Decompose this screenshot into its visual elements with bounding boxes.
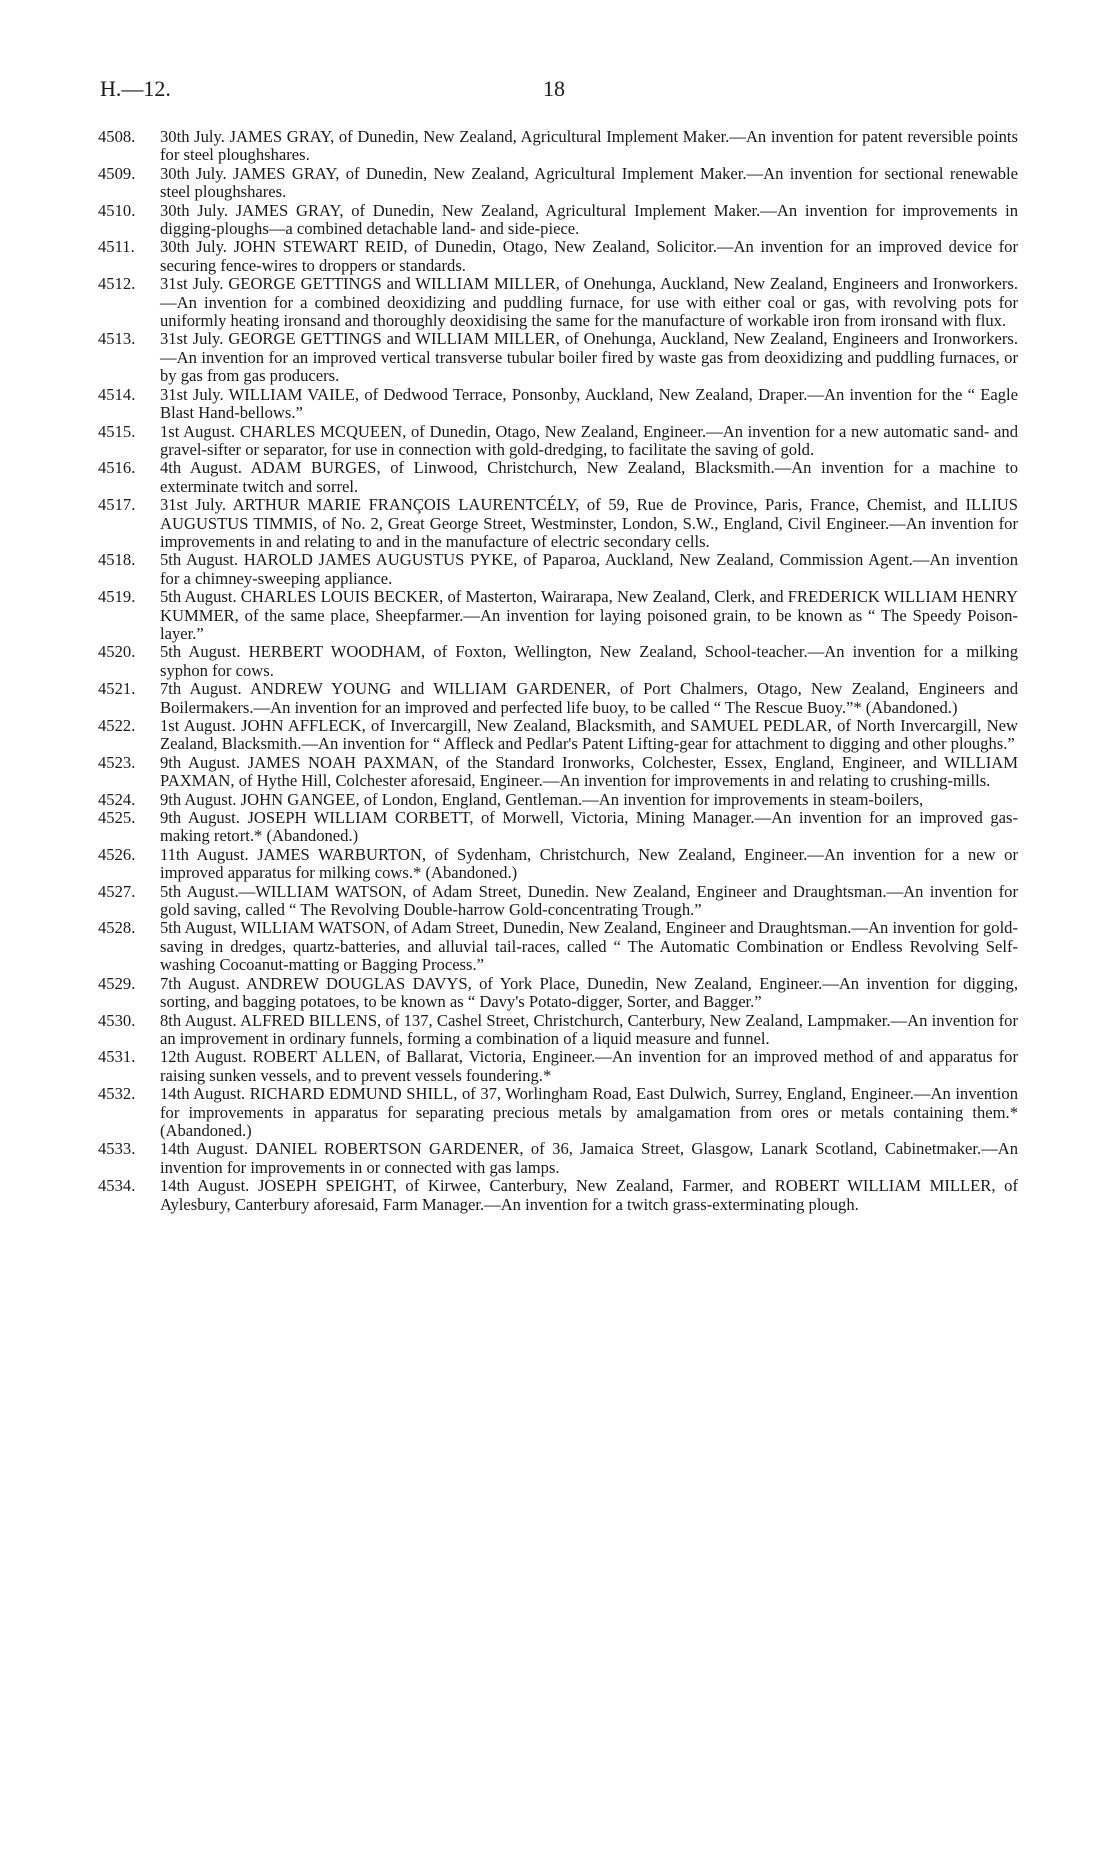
entry-number: 4528. (98, 918, 136, 938)
patent-entry (98, 386, 1018, 423)
patent-entry (98, 165, 1018, 202)
entry-text: 30th July. JAMES GRAY, of Dunedin, New Zealand, Agricultural Implement Maker.—An invention for improvements in digging-ploughs—a combined detachable land- and side-piece. (160, 200, 1018, 239)
patent-entry (98, 975, 1018, 1012)
entry-text: 8th August. ALFRED BILLENS, of 137, Cashel Street, Christchurch, Canterbury, New Zealand, Lampmaker.—An invention for an improvement in ordinary funnels, forming a combination of a liquid measure and funnel. (160, 1010, 1018, 1048)
patent-entry (98, 588, 1018, 643)
entry-text: 30th July. JOHN STEWART REID, of Dunedin, Otago, New Zealand, Solicitor.—An invention for an improved device for securing fence-wires to droppers or standards. (160, 237, 1018, 275)
page-number: 18 (543, 76, 565, 101)
entry-text: 11th August. JAMES WARBURTON, of Sydenham, Christchurch, New Zealand, Engineer.—An invention for a new or improved apparatus for milking cows.* (Abandoned.) (160, 844, 1018, 883)
patent-entry (98, 809, 1018, 846)
entry-text: 7th August. ANDREW YOUNG and WILLIAM GARDENER, of Port Chalmers, Otago, New Zealand, Engineers and Boilermakers.—An invention for an improved and perfected life buoy, to be called “ The Rescue Buoy.”* (Abandoned.) (160, 679, 1018, 717)
entry-number: 4522. (98, 716, 136, 735)
entry-number: 4508. (98, 127, 136, 146)
entry-text: 31st July. ARTHUR MARIE FRANÇOIS LAURENTCÉLY, of 59, Rue de Province, Paris, France, Chemist, and ILLIUS AUGUSTUS TIMMIS, of No. 2, Great George Street, Westminster, London, S.W., England, Civil Engineer.—An invention for improvements in and relating to and in the manufacture of electric secondary cells. (160, 495, 1018, 551)
entry-number: 4527. (98, 881, 136, 901)
entry-number: 4514. (98, 384, 136, 404)
entry-text: 14th August. RICHARD EDMUND SHILL, of 37, Worlingham Road, East Dulwich, Surrey, England, Engineer.—An invention for improvements in apparatus for separating precious metals by amalgamation from ores or metals containing them.* (Abandoned.) (160, 1084, 1018, 1140)
patent-entry (98, 459, 1018, 496)
entry-text: 1st August. JOHN AFFLECK, of Invercargill, New Zealand, Blacksmith, and SAMUEL PEDLAR, of North Invercargill, New Zealand, Blacksmith.—An invention for “ Affleck and Pedlar's Patent Lifting-gear for attachment to digging and other ploughs.” (160, 716, 1018, 754)
patent-entry (98, 1085, 1018, 1140)
patent-entry (98, 1177, 1018, 1214)
entry-number: 4531. (98, 1047, 136, 1067)
patent-entry (98, 496, 1018, 551)
entry-text: 30th July. JAMES GRAY, of Dunedin, New Zealand, Agricultural Implement Maker.—An invention for sectional renewable steel ploughshares. (160, 163, 1018, 202)
patent-entry (98, 883, 1018, 920)
entry-number: 4534. (98, 1176, 136, 1196)
entry-text: 5th August. HAROLD JAMES AUGUSTUS PYKE, of Paparoa, Auckland, New Zealand, Commission Agent.—An invention for a chimney-sweeping appliance. (160, 550, 1018, 588)
patent-entry (98, 275, 1018, 330)
patent-entry (98, 1140, 1018, 1177)
entry-number: 4511. (98, 237, 135, 257)
entry-number: 4526. (98, 844, 136, 864)
patent-entry (98, 643, 1018, 680)
entry-text: 5th August, WILLIAM WATSON, of Adam Street, Dunedin, New Zealand, Engineer and Draughtsman.—An invention for gold-saving in dredges, quartz-batteries, and alluvial tail-races, called “ The Automatic Combination or Endless Revolving Self-washing Cocoanut-matting or Bagging Process.” (160, 918, 1018, 975)
patent-entry (98, 128, 1018, 165)
entry-text: 4th August. ADAM BURGES, of Linwood, Christchurch, New Zealand, Blacksmith.—An invention for a machine to exterminate twitch and sorrel. (160, 458, 1018, 496)
entry-text: 7th August. ANDREW DOUGLAS DAVYS, of York Place, Dunedin, New Zealand, Engineer.—An invention for digging, sorting, and bagging potatoes, to be known as “ Davy's Potato-digger, Sorter, and Bagger.” (160, 973, 1018, 1012)
entry-number: 4533. (98, 1139, 136, 1159)
entry-text: 30th July. JAMES GRAY, of Dunedin, New Zealand, Agricultural Implement Maker.—An invention for patent reversible points for steel ploughshares. (160, 127, 1018, 165)
entry-number: 4516. (98, 458, 136, 478)
entry-number: 4523. (98, 752, 136, 772)
entry-text: 5th August. HERBERT WOODHAM, of Foxton, Wellington, New Zealand, School-teacher.—An invention for a milking syphon for cows. (160, 642, 1018, 680)
entry-number: 4530. (98, 1010, 136, 1030)
entry-text: 1st August. CHARLES MCQUEEN, of Dunedin, Otago, New Zealand, Engineer.—An invention for a new automatic sand- and gravel-sifter or separator, for use in connection with gold-dredging, to facilitate the saving of gold. (160, 421, 1018, 459)
entry-text: 14th August. JOSEPH SPEIGHT, of Kirwee, Canterbury, New Zealand, Farmer, and ROBERT WILLIAM MILLER, of Aylesbury, Canterbury aforesaid, Farm Manager.—An invention for a twitch grass-exterminating plough. (160, 1176, 1018, 1214)
entry-text: 5th August.—WILLIAM WATSON, of Adam Street, Dunedin. New Zealand, Engineer and Draughtsman.—An invention for gold saving, called “ The Revolving Double-harrow Gold-concentrating Trough.” (160, 881, 1018, 920)
patent-entry (98, 919, 1018, 974)
entry-text: 31st July. GEORGE GETTINGS and WILLIAM MILLER, of Onehunga, Auckland, New Zealand, Engineers and Ironworkers.—An invention for an improved vertical transverse tubular boiler fired by waste gas from deoxidizing and puddling furnaces, or by gas from gas producers. (160, 329, 1018, 386)
patent-entry (98, 680, 1018, 717)
entry-number: 4513. (98, 329, 136, 349)
patent-entry (98, 330, 1018, 385)
entry-text: 31st July. GEORGE GETTINGS and WILLIAM MILLER, of Onehunga, Auckland, New Zealand, Engineers and Ironworkers.—An invention for a combined deoxidizing and puddling furnace, for use with either coal or gas, with revolving pots for uniformly heating ironsand and thoroughly deoxidising the same for the manufacture of workable iron from ironsand with flux. (160, 274, 1018, 331)
entry-number: 4517. (98, 495, 136, 515)
entry-text: 9th August. JOHN GANGEE, of London, England, Gentleman.—An invention for improvements in steam-boilers, (160, 789, 924, 809)
entry-number: 4510. (98, 200, 136, 220)
entry-number: 4509. (98, 163, 136, 183)
entry-number: 4519. (98, 587, 136, 607)
entry-number: 4512. (98, 274, 136, 294)
entry-number: 4529. (98, 973, 136, 993)
entry-text: 14th August. DANIEL ROBERTSON GARDENER, of 36, Jamaica Street, Glasgow, Lanark Scotland, Cabinetmaker.—An invention for improvements in or connected with gas lamps. (160, 1139, 1018, 1177)
patent-entry (98, 791, 1018, 809)
entry-number: 4525. (98, 808, 136, 828)
page-header (100, 76, 1020, 106)
entry-text: 5th August. CHARLES LOUIS BECKER, of Masterton, Wairarapa, New Zealand, Clerk, and FREDERICK WILLIAM HENRY KUMMER, of the same place, Sheepfarmer.—An invention for laying poisoned grain, to be known as “ The Speedy Poison-layer.” (160, 587, 1018, 643)
entry-number: 4520. (98, 642, 136, 662)
patent-entry (98, 1048, 1018, 1085)
patent-entry (98, 202, 1018, 239)
patent-entry (98, 754, 1018, 791)
patent-entry (98, 717, 1018, 754)
patent-entry (98, 551, 1018, 588)
entry-number: 4524. (98, 789, 136, 809)
entry-number: 4532. (98, 1084, 136, 1104)
patent-entries-list (98, 128, 1018, 1214)
document-reference: H.—12. (100, 76, 171, 101)
patent-entry (98, 1012, 1018, 1049)
entry-number: 4515. (98, 421, 136, 441)
entry-text: 31st July. WILLIAM VAILE, of Dedwood Terrace, Ponsonby, Auckland, New Zealand, Draper.—An invention for the “ Eagle Blast Hand-bellows.” (160, 384, 1018, 423)
entry-text: 9th August. JOSEPH WILLIAM CORBETT, of Morwell, Victoria, Mining Manager.—An invention for an improved gas-making retort.* (Abandoned.) (160, 808, 1018, 846)
entry-number: 4518. (98, 550, 136, 570)
patent-entry (98, 423, 1018, 460)
entry-text: 12th August. ROBERT ALLEN, of Ballarat, Victoria, Engineer.—An invention for an improved method of and apparatus for raising sunken vessels, and to prevent vessels foundering.* (160, 1047, 1018, 1085)
patent-entry (98, 846, 1018, 883)
entry-text: 9th August. JAMES NOAH PAXMAN, of the Standard Ironworks, Colchester, Essex, England, Engineer, and WILLIAM PAXMAN, of Hythe Hill, Colchester aforesaid, Engineer.—An invention for improvements in and relating to crushing-mills. (160, 752, 1018, 791)
patent-entry (98, 238, 1018, 275)
entry-number: 4521. (98, 679, 136, 699)
